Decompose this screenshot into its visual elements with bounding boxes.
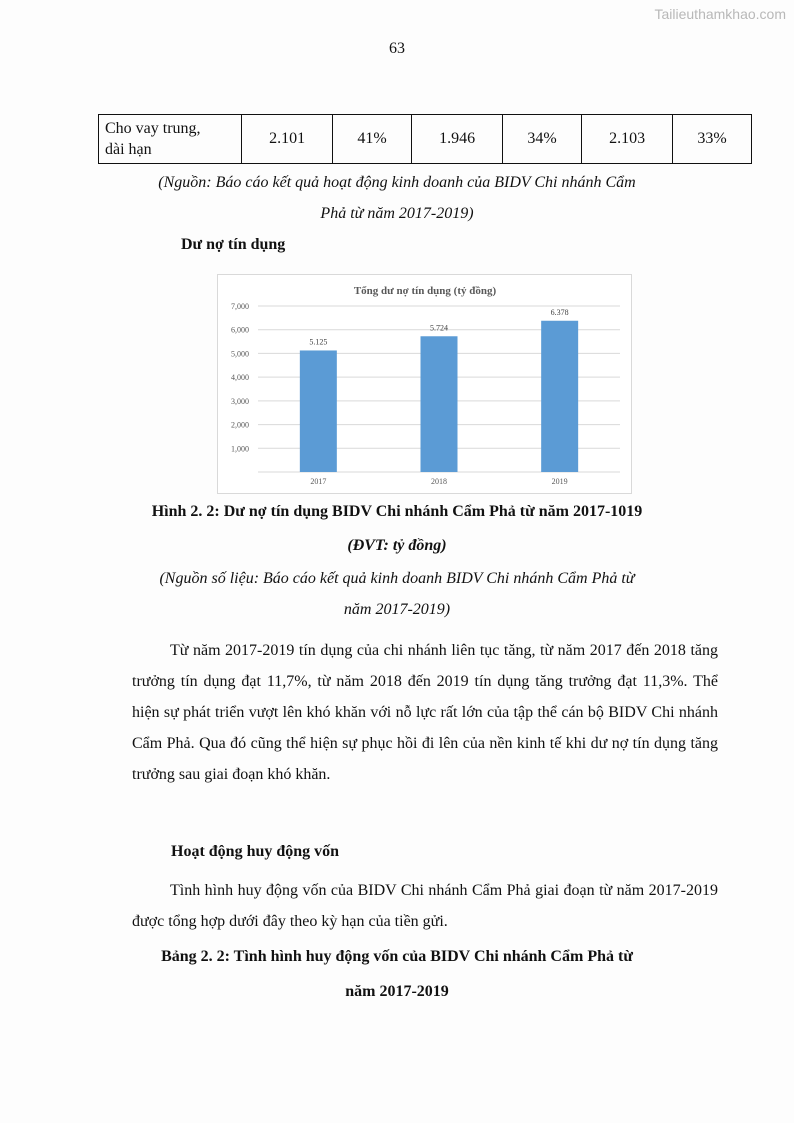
table-caption-line2: năm 2017-2019 [345, 983, 449, 1000]
table-cell: 33% [673, 115, 752, 164]
y-tick-label: 1,000 [231, 444, 249, 454]
bar [300, 350, 337, 472]
paragraph-capital: Tình hình huy động vốn của BIDV Chi nhánh Cẩm Phả giai đoạn từ năm 2017-2019 được tổng hợp dưới đây theo kỳ hạn của tiền gửi. [132, 882, 718, 930]
row-label [99, 115, 242, 164]
y-tick-label: 7,000 [231, 302, 249, 311]
table-cell: 41% [333, 115, 412, 164]
data-label: 5.125 [309, 337, 328, 347]
watermark: Tailieuthamkhao.com [654, 6, 786, 22]
y-tick-label: 6,000 [231, 325, 249, 335]
y-tick-label: 3,000 [231, 396, 249, 406]
figure-caption-line1: Hình 2. 2: Dư nợ tín dụng BIDV Chi nhánh Cẩm Phả từ năm 2017-1019 [151, 503, 643, 520]
figure-caption-line2: (ĐVT: tỷ đồng) [347, 537, 447, 554]
bar [541, 321, 578, 472]
chart-title: Tổng dư nợ tín dụng (tỷ đồng) [353, 285, 497, 297]
bar [421, 336, 458, 472]
heading-credit: Dư nợ tín dụng [181, 236, 286, 253]
table-cell: 2.101 [242, 115, 333, 164]
heading-capital: Hoạt động huy động vốn [171, 843, 340, 860]
x-tick-label: 2017 [310, 477, 327, 486]
y-tick-label: 4,000 [231, 373, 249, 383]
source-note-1-line2: Phả từ năm 2017-2019) [320, 205, 474, 222]
y-tick-label: 2,000 [231, 420, 249, 430]
table-cell: 2.103 [581, 115, 672, 164]
data-label: 6.378 [550, 307, 569, 317]
source-note-1-line1: (Nguồn: Báo cáo kết quả hoạt động kinh doanh của BIDV Chi nhánh Cẩm [158, 174, 636, 191]
x-tick-label: 2019 [551, 477, 568, 486]
paragraph-credit: Từ năm 2017-2019 tín dụng của chi nhánh liên tục tăng, từ năm 2017 đến 2018 tăng trưởng tín dụng đạt 11,7%, từ năm 2018 đến 2019 tín dụng tăng trưởng đạt 11,3%. Thể hiện sự phát triển vượt lên khó khăn với nỗ lực rất lớn của tập thể cán bộ BIDV Chi nhánh Cẩm Phả. Qua đó cũng thể hiện sự phục hồi đi lên của nền kinh tế khi dư nợ tín dụng tăng trưởng sau giai đoạn khó khăn. [132, 642, 718, 783]
row-label-line2: dài hạn [105, 141, 152, 158]
loan-table [98, 114, 752, 164]
data-label: 5.724 [430, 323, 448, 333]
credit-chart-svg [218, 275, 631, 493]
x-tick-label: 2018 [431, 477, 447, 486]
table-cell: 34% [503, 115, 582, 164]
row-label-line1: Cho vay trung, [105, 120, 201, 137]
y-tick-label: 5,000 [231, 349, 249, 359]
table-caption-line1: Bảng 2. 2: Tình hình huy động vốn của BIDV Chi nhánh Cẩm Phả từ [161, 948, 633, 965]
credit-chart [217, 274, 632, 494]
table-cell: 1.946 [411, 115, 502, 164]
page-number: 63 [389, 40, 405, 57]
source-note-2-line2: năm 2017-2019) [343, 601, 451, 618]
table-row [99, 115, 752, 164]
source-note-2-line1: (Nguồn số liệu: Báo cáo kết quả kinh doanh BIDV Chi nhánh Cẩm Phả từ [159, 570, 635, 587]
